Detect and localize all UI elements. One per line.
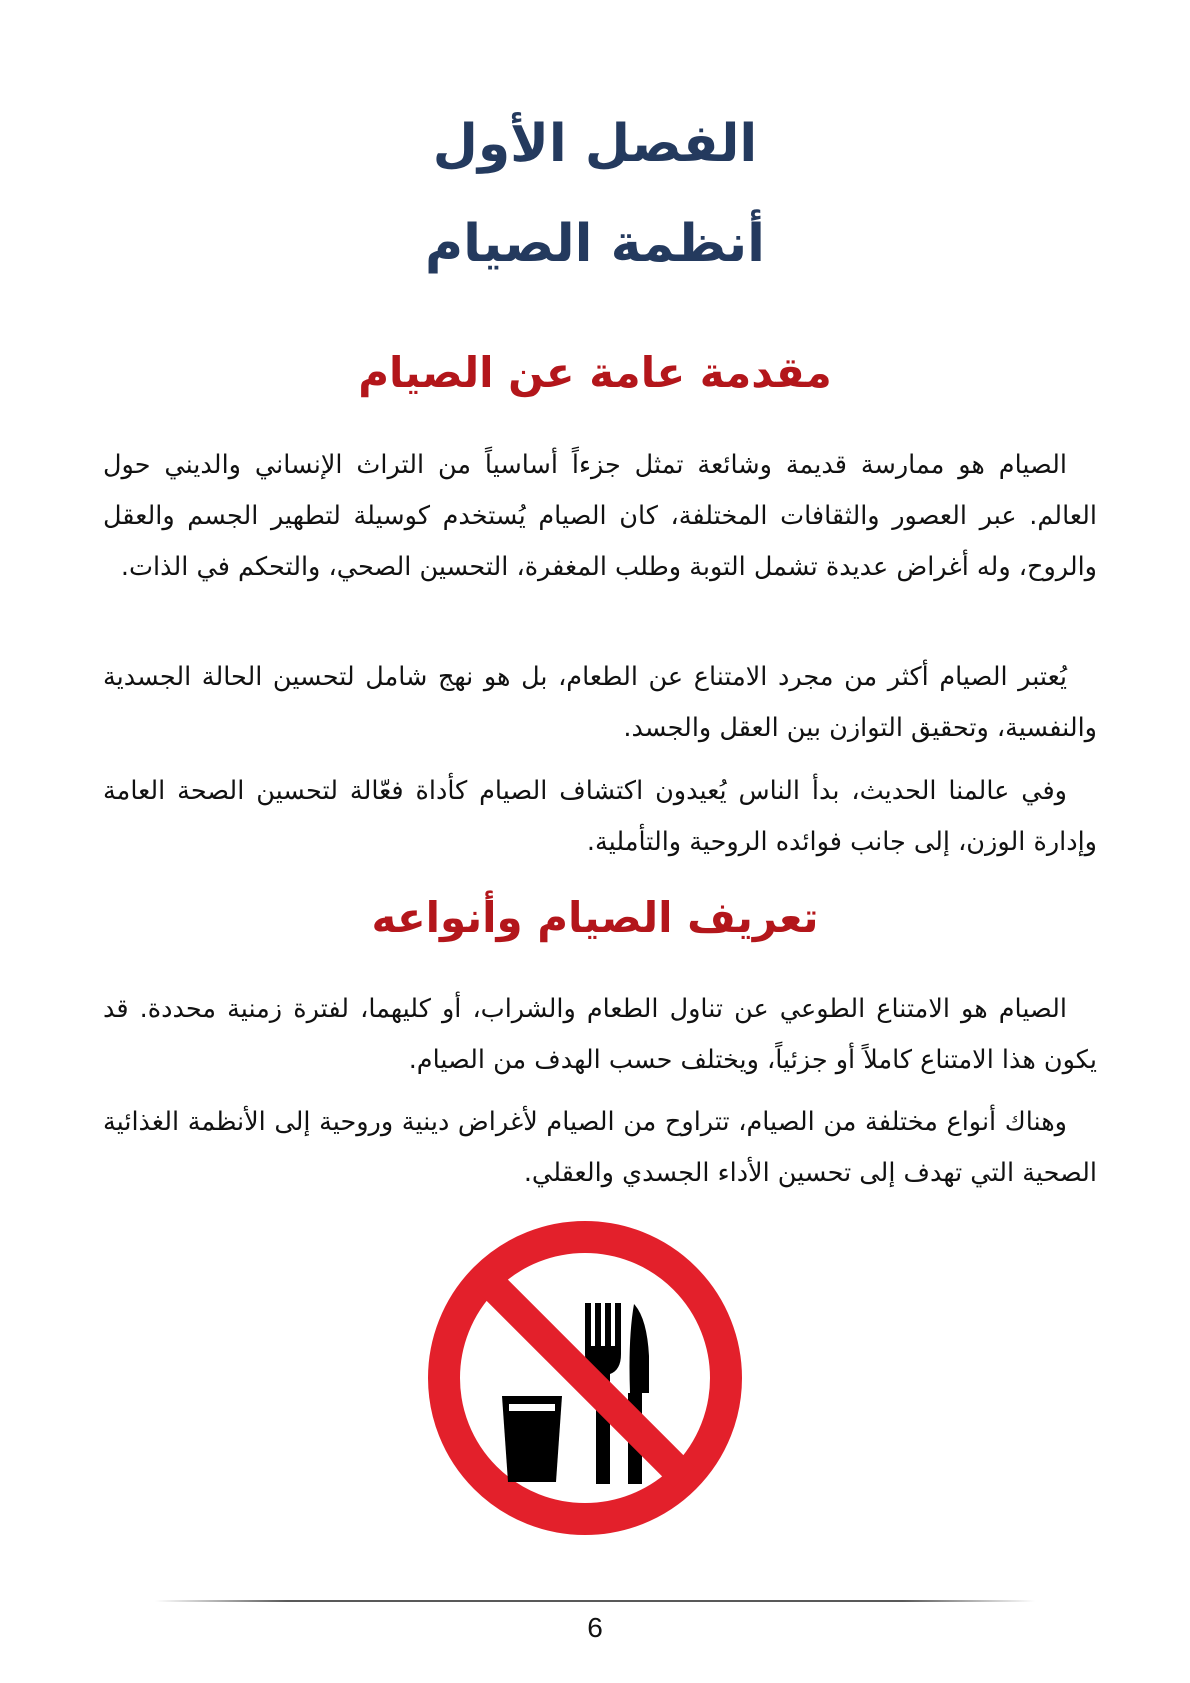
- paragraph: يُعتبر الصيام أكثر من مجرد الامتناع عن الطعام، بل هو نهج شامل لتحسين الحالة الجسدية والنفسية، وتحقيق التوازن بين العقل والجسد.: [103, 662, 1097, 743]
- paragraph: وهناك أنواع مختلفة من الصيام، تتراوح من الصيام لأغراض دينية وروحية إلى الأنظمة الغذائية الصحية التي تهدف إلى تحسين الأداء الجسدي والعقلي.: [103, 1107, 1097, 1188]
- chapter-subtitle: أنظمة الصيام: [425, 214, 765, 274]
- paragraph: وفي عالمنا الحديث، بدأ الناس يُعيدون اكتشاف الصيام كأداة فعّالة لتحسين الصحة العامة وإدارة الوزن، إلى جانب فوائده الروحية والتأملية.: [103, 776, 1097, 857]
- footer-divider: [155, 1600, 1035, 1602]
- page-number: 6: [587, 1612, 603, 1643]
- section-heading-introduction: مقدمة عامة عن الصيام: [358, 348, 832, 397]
- no-eating-drinking-sign-icon: [425, 1218, 745, 1538]
- cup-icon: [502, 1396, 562, 1482]
- chapter-title: الفصل الأول: [432, 114, 758, 174]
- paragraph: الصيام هو الامتناع الطوعي عن تناول الطعام والشراب، أو كليهما، لفترة زمنية محددة. قد يكون هذا الامتناع كاملاً أو جزئياً، ويختلف حسب الهدف من الصيام.: [103, 994, 1097, 1075]
- paragraph: الصيام هو ممارسة قديمة وشائعة تمثل جزءاً أساسياً من التراث الإنساني والديني حول العالم. عبر العصور والثقافات المختلفة، كان الصيام يُستخدم كوسيلة لتطهير الجسم والعقل والروح، وله أغراض عديدة تشمل التوبة وطلب المغفرة، التحسين الصحي، والتحكم في الذات.: [103, 450, 1097, 582]
- section-heading-definition: تعريف الصيام وأنواعه: [371, 893, 819, 942]
